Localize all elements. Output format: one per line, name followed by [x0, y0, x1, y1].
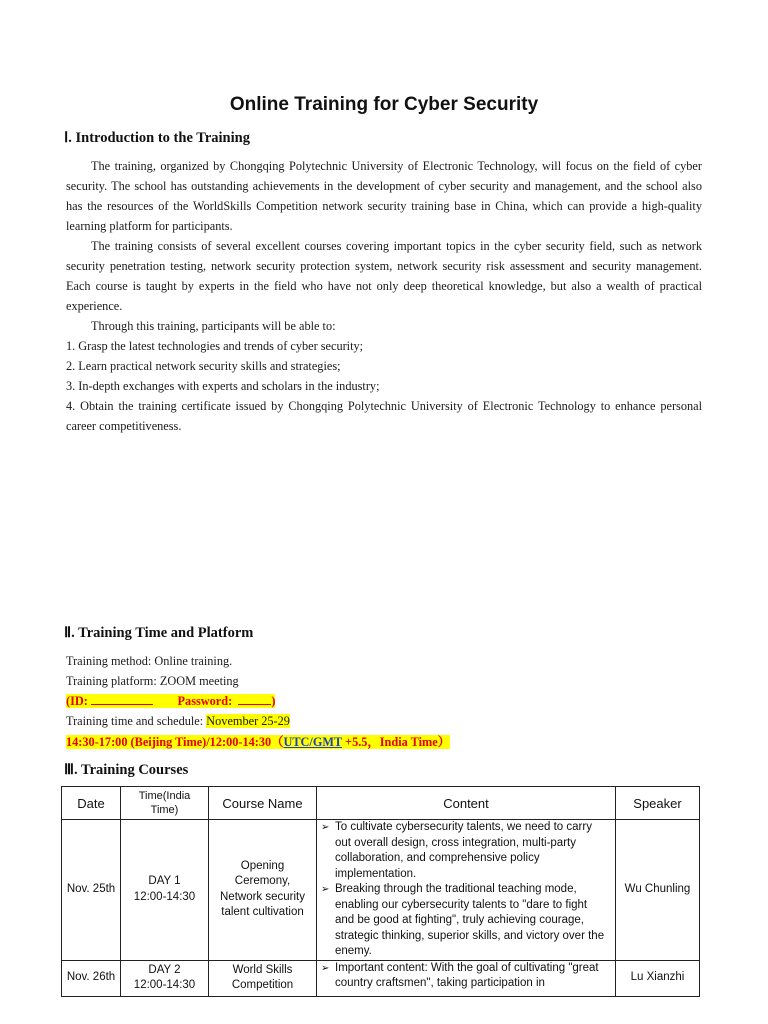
time-range: 12:00-14:30: [133, 979, 196, 991]
column-header-time: Time(India Time): [121, 787, 209, 820]
training-time-prefix: 14:30-17:00 (Beijing Time)/12:00-14:30（: [66, 735, 284, 749]
training-time-suffix: +5.5，India Time）: [341, 735, 451, 749]
content-bullet: [321, 882, 609, 960]
course-name-cell: Opening Ceremony, Network security talent cultivation: [209, 820, 317, 961]
benefit-list-item: 4. Obtain the training certificate issued by Chongqing Polytechnic University of Electronic Technology to enhance personal career competitiveness.: [66, 399, 702, 433]
intro-paragraph-2: The training consists of several excellent courses covering important topics in the cyber security field, such as network security penetration testing, network security protection system, network security risk assessment and security management. Each course is taught by experts in the field who have not only deep theoretical knowledge, but also a wealth of practical experience.: [66, 239, 702, 313]
content-bullet: [321, 961, 609, 992]
content-bullet-text: Breaking through the traditional teaching mode, enabling our cybersecurity talents to "dare to fight and be good at fighting", truly achieving courage, strategic thinking, superior skills, and victory over the enemy.: [335, 883, 605, 957]
content-cell: [317, 820, 616, 961]
column-header-speaker: Speaker: [616, 787, 700, 820]
training-courses-table: [61, 786, 700, 997]
document-title: Online Training for Cyber Security: [229, 94, 539, 115]
section-3-heading: Ⅲ. Training Courses: [64, 762, 189, 778]
meeting-credentials: [66, 691, 275, 711]
meeting-id-label: (ID:: [66, 694, 88, 708]
meeting-close-paren: ): [271, 694, 276, 708]
training-platform: Training platform: ZOOM meeting: [66, 674, 239, 688]
table-row: [62, 960, 700, 996]
schedule-value: November 25-29: [206, 714, 290, 728]
training-time: [66, 732, 450, 752]
content-bullet: [321, 820, 609, 882]
time-cell: [121, 820, 209, 961]
benefit-list-item: 3. In-depth exchanges with experts and scholars in the industry;: [66, 379, 380, 393]
meeting-password-label: Password:: [177, 694, 233, 708]
training-time-highlight: [66, 735, 450, 749]
column-header-course-name: Course Name: [209, 787, 317, 820]
speaker-cell: Wu Chunling: [616, 820, 700, 961]
day-label: DAY 2: [148, 963, 181, 976]
table-header-row: [62, 787, 700, 820]
day-label: DAY 1: [148, 875, 181, 888]
utc-gmt-link[interactable]: UTC/GMT: [283, 735, 342, 749]
content-bullet-text: To cultivate cybersecurity talents, we need to carry out overall design, cross integration, multi-party collaboration, and comprehensive policy implementation.: [335, 821, 592, 880]
speaker-cell: Lu Xianzhi: [616, 960, 700, 996]
table-row: [62, 820, 700, 961]
meeting-credentials-highlight: [66, 694, 275, 708]
column-header-content: Content: [317, 787, 616, 820]
time-cell: [121, 960, 209, 996]
intro-paragraph-1: The training, organized by Chongqing Polytechnic University of Electronic Technology, will focus on the field of cyber security. The school has outstanding achievements in the development of cyber security and management, and the school also has the resources of the WorldSkills Competition network security training base in China, which can provide a high-quality learning platform for participants.: [66, 159, 702, 233]
schedule-label: Training time and schedule:: [66, 714, 204, 728]
section-2-heading: Ⅱ. Training Time and Platform: [64, 625, 254, 641]
column-header-date: Date: [62, 787, 121, 820]
time-range: 12:00-14:30: [133, 890, 196, 903]
content-bullet-text: Important content: With the goal of cultivating "great country craftsmen", taking participation in: [335, 961, 599, 989]
arrow-bullet-icon: ➢: [321, 822, 330, 833]
training-method: Training method: Online training.: [66, 654, 233, 668]
benefit-list-item: 1. Grasp the latest technologies and trends of cyber security;: [66, 339, 364, 353]
meeting-password-blank: [238, 693, 271, 705]
date-cell: Nov. 26th: [62, 960, 121, 996]
section-1-heading: Ⅰ. Introduction to the Training: [64, 130, 250, 146]
course-name-cell: World Skills Competition: [209, 960, 317, 996]
meeting-id-blank: [91, 693, 153, 705]
benefit-list-item: 2. Learn practical network security skills and strategies;: [66, 359, 341, 373]
date-cell: Nov. 25th: [62, 820, 121, 961]
content-cell: [317, 960, 616, 996]
training-schedule: [66, 711, 290, 731]
arrow-bullet-icon: ➢: [321, 884, 330, 895]
intro-paragraph-3: Through this training, participants will be able to:: [91, 319, 336, 333]
arrow-bullet-icon: ➢: [321, 962, 330, 974]
